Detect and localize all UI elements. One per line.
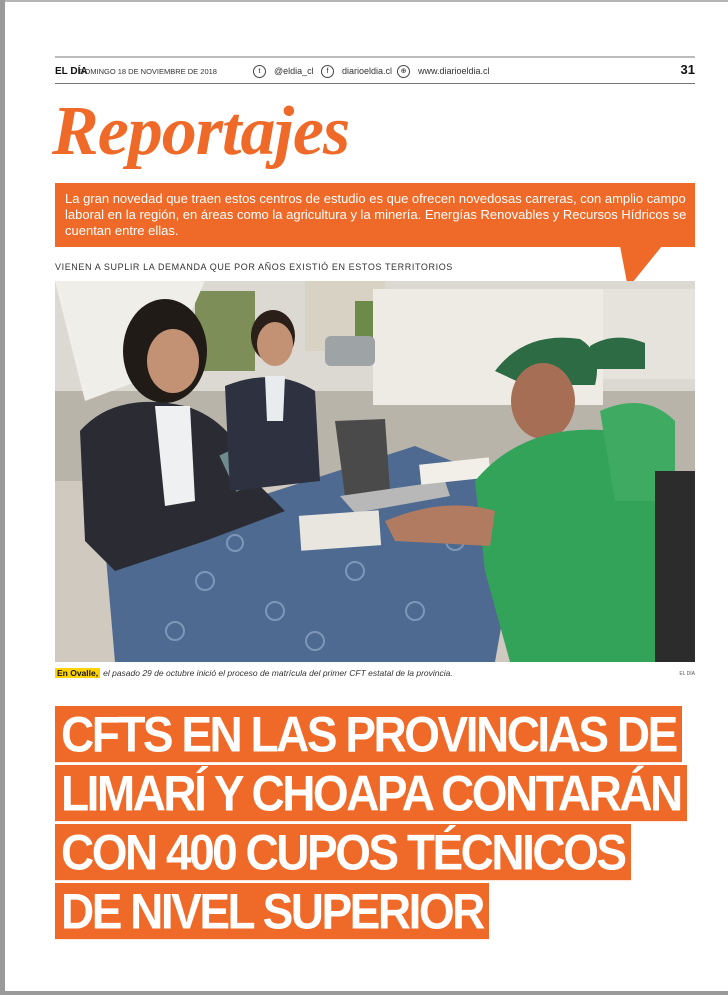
- headline-line: CFTS EN LAS PROVINCIAS DE: [55, 706, 682, 762]
- twitter-icon: t: [253, 65, 266, 78]
- twitter-handle[interactable]: t @eldia_cl: [253, 65, 314, 78]
- issue-date: DOMINGO 18 DE NOVIEMBRE DE 2018: [79, 67, 217, 76]
- photo-credit: EL DÍA: [679, 671, 695, 677]
- page-header: [55, 62, 695, 82]
- headline-line: CON 400 CUPOS TÉCNICOS: [55, 824, 631, 880]
- facebook-handle[interactable]: f diarioeldia.cl: [321, 65, 392, 78]
- paper-name: EL DÍA: [55, 66, 88, 77]
- header-rule: [55, 83, 695, 84]
- headline-line: DE NIVEL SUPERIOR: [55, 883, 489, 939]
- top-rule: [55, 56, 695, 58]
- page-frame-bottom: [0, 991, 728, 995]
- caption-text: el pasado 29 de octubre inició el proceso de matrícula del primer CFT estatal de la provincia.: [103, 668, 453, 678]
- article-photo: [55, 281, 695, 662]
- page-frame-top: [0, 0, 728, 2]
- kicker: VIENEN A SUPLIR LA DEMANDA QUE POR AÑOS EXISTIÓ EN ESTOS TERRITORIOS: [55, 262, 453, 272]
- page-frame-left: [0, 0, 5, 995]
- facebook-icon: f: [321, 65, 334, 78]
- page-number: 31: [680, 62, 695, 77]
- photo-caption: [55, 668, 695, 682]
- website-link[interactable]: ⊕ www.diarioeldia.cl: [397, 65, 490, 78]
- lede-box: La gran novedad que traen estos centros de estudio es que ofrecen novedosas carreras, con amplio campo laboral en la región, en áreas como la agricultura y la minería. Energías Renovables y Recursos Hídricos se cuentan entre ellas.: [55, 183, 695, 247]
- globe-icon: ⊕: [397, 65, 410, 78]
- caption-lead: En Ovalle,: [57, 668, 99, 678]
- headline: [55, 706, 687, 942]
- section-title: Reportajes: [52, 93, 350, 170]
- headline-line: LIMARÍ Y CHOAPA CONTARÁN: [55, 765, 687, 821]
